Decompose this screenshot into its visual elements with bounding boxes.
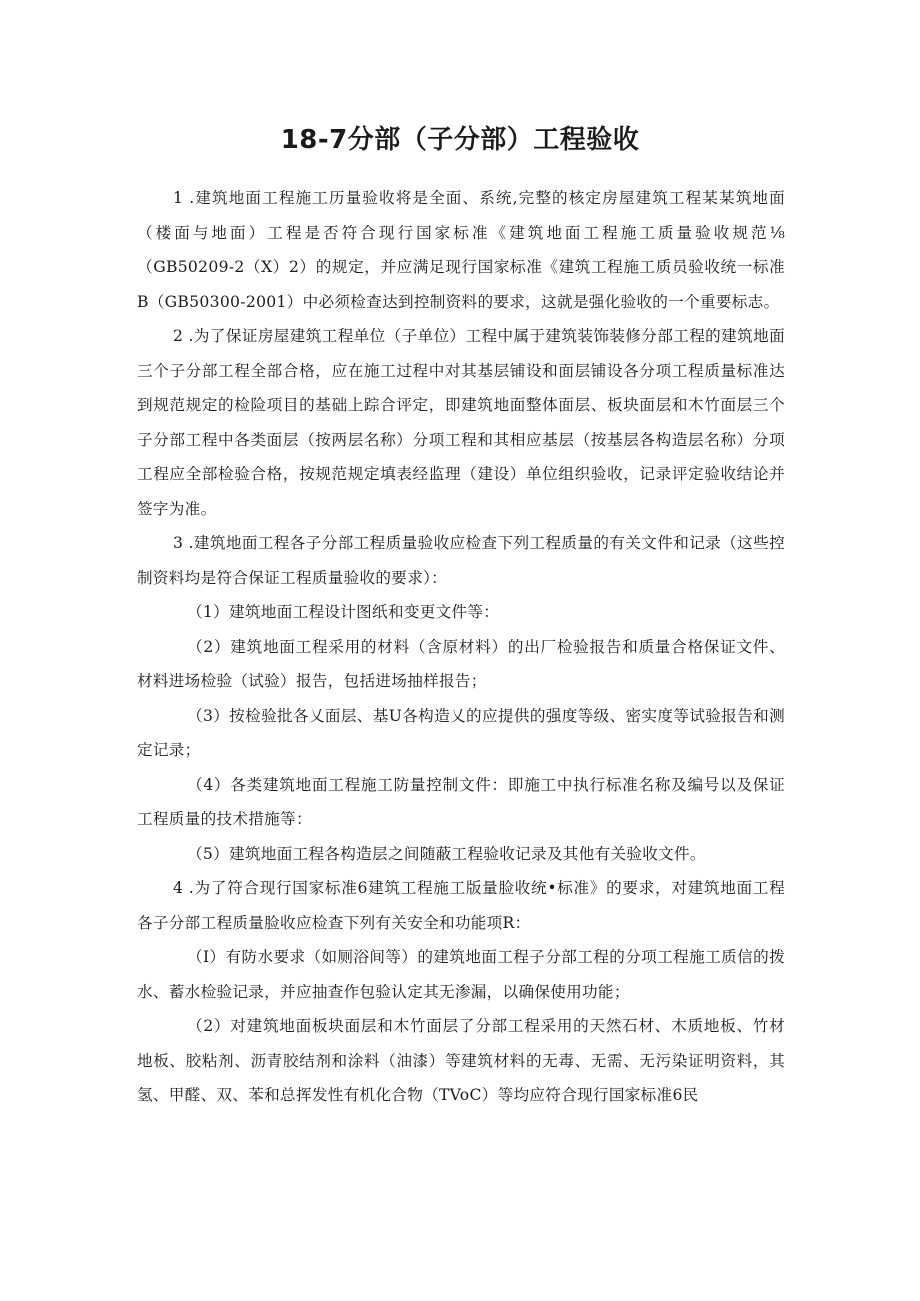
document-body xyxy=(137,181,785,1113)
paragraph-4-item-2: （2）对建筑地面板块面层和木竹面层了分部工程采用的天然石材、木质地板、竹材地板、胶粘剂、沥青胶结剂和涂料（油漆）等建筑材料的无毒、无需、无污染证明资料，其氢、甲醛、双、苯和总挥发性有机化合物（TVoC）等均应符合现行国家标准6民 xyxy=(137,1017,785,1104)
paragraph-3-item-5: （5）建筑地面工程各构造层之间随蔽工程验收记录及其他有关验收文件。 xyxy=(187,844,706,863)
paragraph-4-item-1: （I）有防水要求（如厕浴间等）的建筑地面工程子分部工程的分项工程施工质信的拨水、蓄水检验记录，并应抽查作包验认定其无渗漏，以确保使用功能； xyxy=(137,948,785,1001)
paragraph-3-item-4: （4）各类建筑地面工程施工防量控制文件：即施工中执行标准名称及编号以及保证工程质量的技术措施等： xyxy=(137,775,785,828)
paragraph-3-item-2: （2）建筑地面工程采用的材料（含原材料）的出厂检验报告和质量合格保证文件、材料进场检验（试验）报告，包括进场抽样报告； xyxy=(137,637,785,690)
paragraph-3-item-1: （1）建筑地面工程设计图纸和变更文件等： xyxy=(187,603,500,621)
paragraph-3-item-3: （3）按检验批各乂面层、基U各构造乂的应提供的强度等级、密实度等试验报告和测定记录； xyxy=(137,706,785,759)
paragraph-2: 2 .为了保证房屋建筑工程单位（子单位）工程中属于建筑装饰装修分部工程的建筑地面三个子分部工程全部合格，应在施工过程中对其基层铺设和面层铺设各分项工程质量标准达到规范规定的检险项目的基础上踪合评定，即建筑地面整体面层、板块面层和木竹面层三个子分部工程中各类面层（按两层名称）分项工程和其相应基层（按基层各构造层名称）分项工程应全部检验合格，按规范规定填表经监理（建设）单位组织验收，记录评定验收结论并签字为准。 xyxy=(137,327,785,518)
document-title: 18-7分部（子分部）工程验收 xyxy=(280,125,640,155)
paragraph-4: 4 .为了符合现行国家标准6建筑工程施工版量脸收统•标准》的要求，对建筑地面工程各子分部工程质量脸收应检查下列有关安全和功能项R： xyxy=(137,879,785,932)
paragraph-1: 1 .建筑地面工程施工历量验收将是全面、系统,完整的核定房屋建筑工程某某筑地面（楼面与地面）工程是否符合现行国家标准《建筑地面工程施工质量验收规范⅛（GB50209-2（X）2）的规定，并应满足现行国家标准《建筑工程施工质员验收统一标准B（GB50300-2001）中必须检查达到控制资料的要求，这就是强化验收的一个重要标志。 xyxy=(137,189,785,311)
paragraph-3: 3 .建筑地面工程各子分部工程质量验收应检查下列工程质量的有关文件和记录（这些控制资料均是符合保证工程质量验收的要求）： xyxy=(137,534,785,587)
